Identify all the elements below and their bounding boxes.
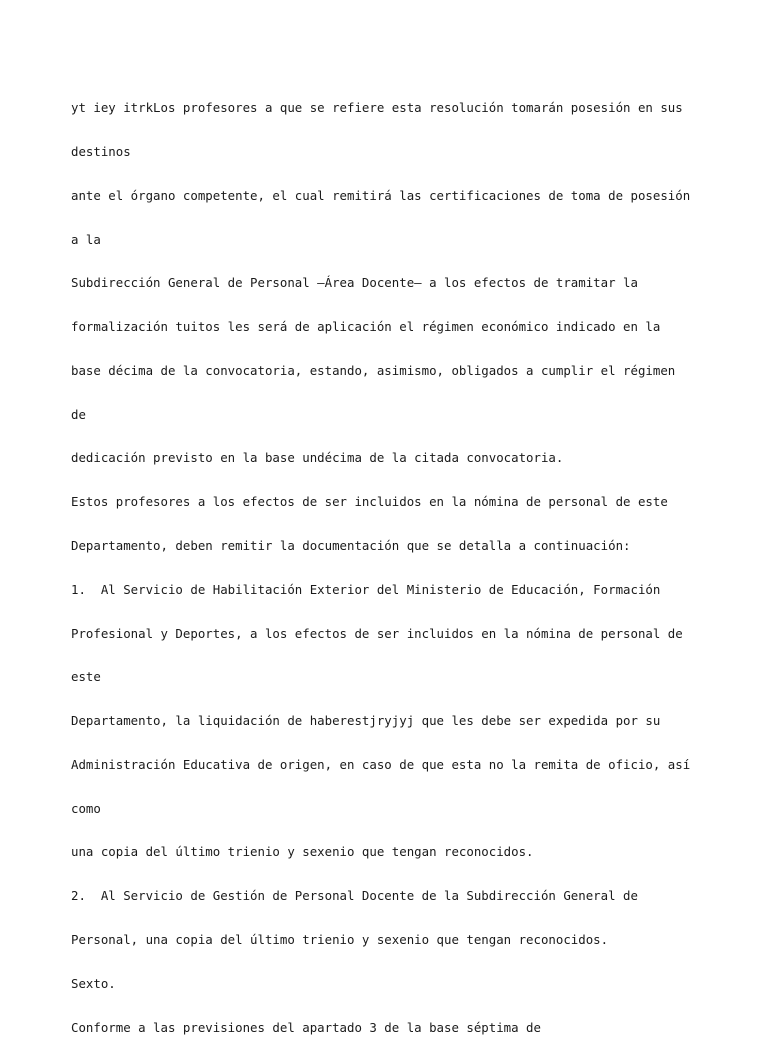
text-line: a la — [71, 231, 101, 247]
text-line: Profesional y Deportes, a los efectos de ser incluidos en la nómina de personal de — [71, 625, 683, 641]
text-line: Departamento, deben remitir la documentación que se detalla a continuación: — [71, 538, 631, 553]
text-line: Departamento, la liquidación de haberestjryjyj que les debe ser expedida por su — [71, 713, 661, 729]
text-line: base décima de la convocatoria, estando, asimismo, obligados a cumplir el régimen — [71, 362, 676, 378]
text-line: Conforme a las previsiones del apartado 3 de la base séptima de — [71, 1019, 541, 1035]
text-line: 1. Al Servicio de Habilitación Exterior del Ministerio de Educación, Formación — [71, 581, 661, 597]
document-text-block — [71, 72, 751, 1064]
text-line: dedicación previsto en la base undécima de la citada convocatoria. — [71, 450, 564, 466]
text-line: de — [71, 406, 86, 422]
text-line: destinos — [71, 143, 131, 159]
text-line: formalización tuitos les será de aplicación el régimen económico indicado en la — [71, 319, 661, 335]
text-line: Personal, una copia del último trienio y sexenio que tengan reconocidos. — [71, 932, 609, 948]
text-line: como — [71, 800, 101, 816]
text-line: 2. Al Servicio de Gestión de Personal Docente de la Subdirección General de — [71, 888, 638, 904]
text-line: Sexto. — [71, 975, 116, 991]
text-line: una copia del último trienio y sexenio que tengan reconocidos. — [71, 844, 534, 860]
text-line: Subdirección General de Personal –Área Docente– a los efectos de tramitar la — [71, 275, 638, 291]
text-line: yt iey itrkLos profesores a que se refiere esta resolución tomarán posesión en sus — [71, 100, 683, 116]
text-line: ante el órgano competente, el cual remitirá las certificaciones de toma de posesión — [71, 187, 691, 203]
text-line: este — [71, 669, 101, 685]
text-line: Estos profesores a los efectos de ser incluidos en la nómina de personal de este — [71, 494, 668, 510]
text-line: Administración Educativa de origen, en caso de que esta no la remita de oficio, así — [71, 756, 691, 772]
